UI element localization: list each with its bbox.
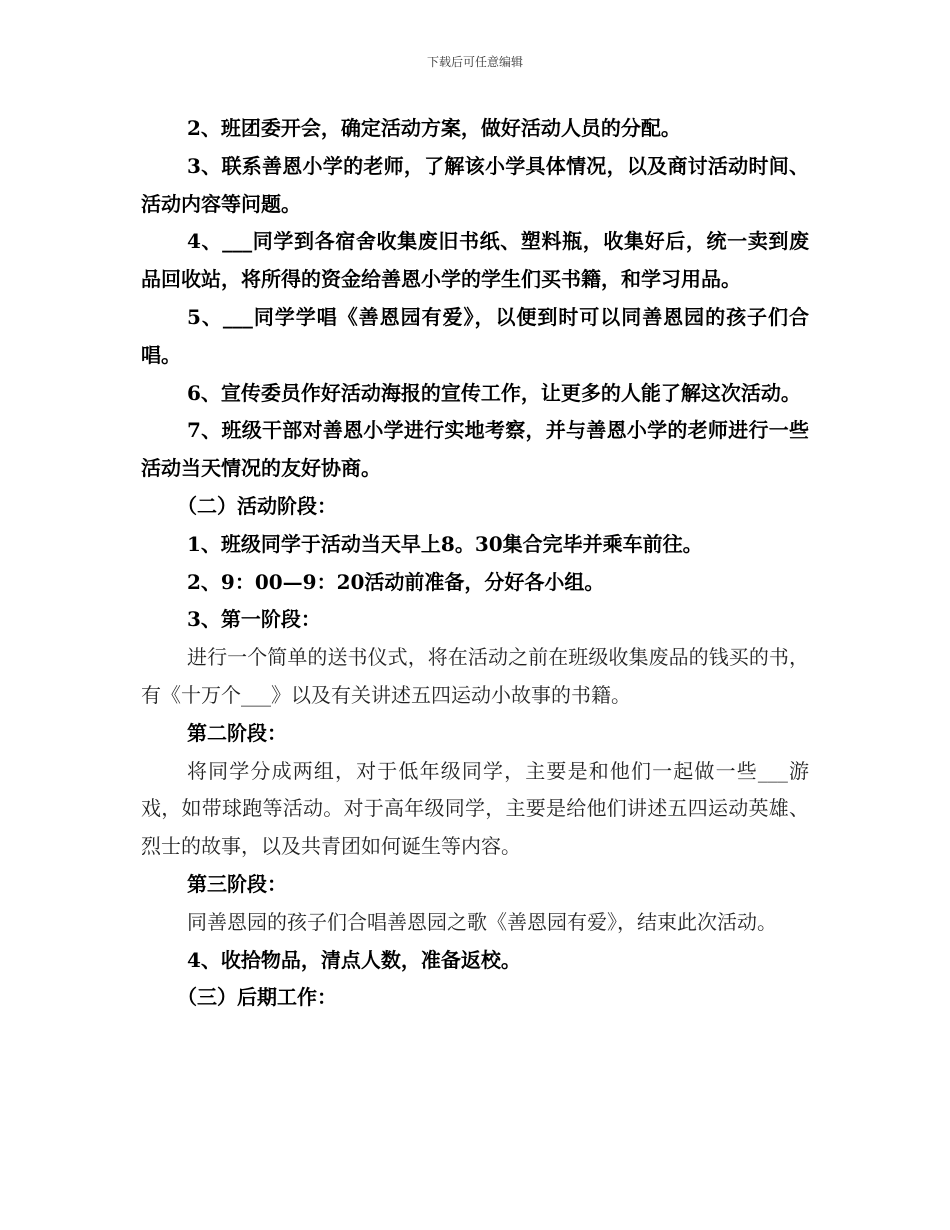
paragraph-step-1: 1、班级同学于活动当天早上8。30集合完毕并乘车前往。 (187, 531, 703, 556)
paragraph-stage-1-text: 进行一个简单的送书仪式，将在活动之前在班级收集废品的钱买的书，有《十万个___》以及有关讲述五四运动小故事的书籍。 (141, 645, 809, 707)
paragraph-step-2: 2、9：00—9：20活动前准备，分好各小组。 (187, 569, 605, 594)
paragraph-step-3: 3、第一阶段： (187, 607, 321, 632)
stage-3-heading: 第三阶段： (187, 871, 287, 896)
paragraph-item-6: 6、宣传委员作好活动海报的宣传工作，让更多的人能了解这次活动。 (187, 380, 801, 405)
page-header: 下载后可任意编辑 (426, 55, 523, 69)
paragraph-item-5: 5、___同学学唱《善恩园有爱》，以便到时可以同善恩园的孩子们合唱。 (141, 304, 809, 367)
paragraph-stage-3-text: 同善恩园的孩子们合唱善恩园之歌《善恩园有爱》，结束此次活动。 (187, 909, 777, 934)
document-body (141, 110, 809, 1017)
section-heading-activity-stage: （二）活动阶段： (177, 493, 337, 518)
paragraph-step-4: 4、收拾物品，清点人数，准备返校。 (187, 947, 521, 972)
paragraph-stage-2-text: 将同学分成两组，对于低年级同学，主要是和他们一起做一些___游戏，如带球跑等活动。对于高年级同学，主要是给他们讲述五四运动英雄、烈士的故事，以及共青团如何诞生等内容。 (141, 758, 809, 859)
paragraph-item-4: 4、___同学到各宿舍收集废旧书纸、塑料瓶，收集好后，统一卖到废品回收站，将所得的资金给善恩小学的学生们买书籍，和学习用品。 (141, 229, 809, 292)
stage-2-heading: 第二阶段： (187, 720, 287, 745)
section-heading-follow-up: （三）后期工作： (177, 985, 337, 1010)
paragraph-item-2: 2、班团委开会，确定活动方案，做好活动人员的分配。 (187, 116, 681, 140)
paragraph-item-3: 3、联系善恩小学的老师，了解该小学具体情况，以及商讨活动时间、活动内容等问题。 (141, 153, 809, 216)
paragraph-item-7: 7、班级干部对善恩小学进行实地考察，并与善恩小学的老师进行一些活动当天情况的友好协商。 (141, 418, 809, 481)
